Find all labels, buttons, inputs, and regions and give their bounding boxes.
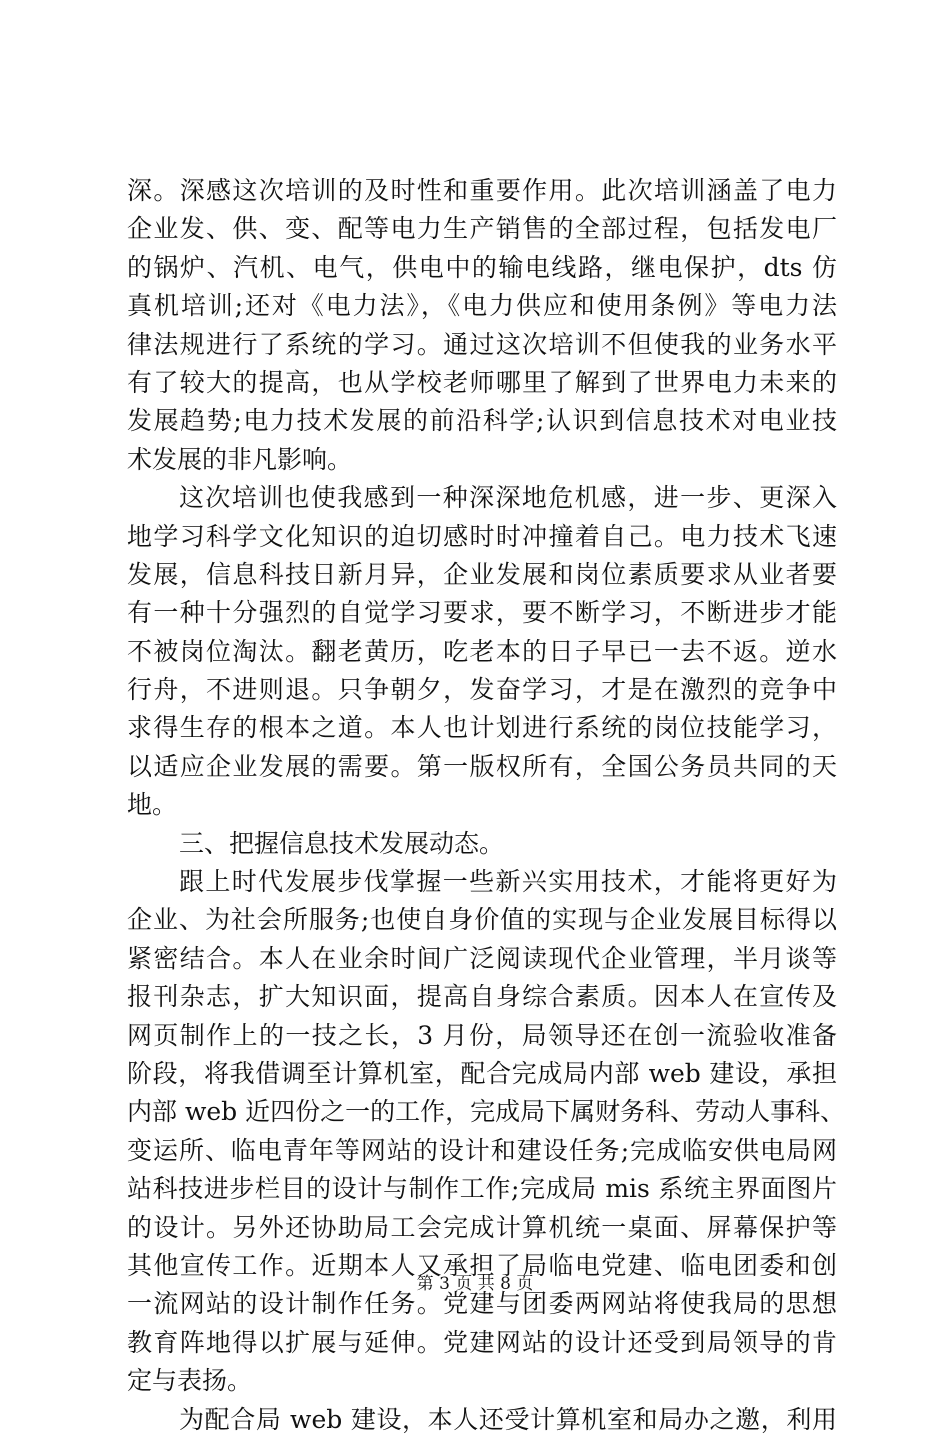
text-line: 以适应企业发展的需要。第一版权所有，全国公务员共同的天 — [127, 751, 837, 781]
body-text — [127, 172, 846, 1439]
paragraph-start-line: 为配合局 web 建设，本人还受计算机室和局办之邀，利用 — [179, 1404, 837, 1434]
text-line: 阶段，将我借调至计算机室，配合完成局内部 web 建设，承担 — [127, 1058, 837, 1088]
text-line: 报刊杂志，扩大知识面，提高自身综合素质。因本人在宣传及 — [127, 982, 837, 1012]
text-line: 变运所、临电青年等网站的设计和建设任务;完成临安供电局网 — [127, 1135, 837, 1165]
text-line: 站科技进步栏目的设计与制作工作;完成局 mis 系统主界面图片 — [127, 1174, 837, 1204]
text-line: 企业、为社会所服务;也使自身价值的实现与企业发展目标得以 — [127, 905, 837, 935]
text-line: 紧密结合。本人在业余时间广泛阅读现代企业管理，半月谈等 — [127, 943, 837, 973]
text-line: 行舟，不进则退。只争朝夕，发奋学习，才是在激烈的竞争中 — [127, 675, 837, 705]
page-number: 第 3 页 共 8 页 — [416, 1274, 534, 1294]
text-line: 发展趋势;电力技术发展的前沿科学;认识到信息技术对电业技 — [127, 406, 837, 436]
text-line: 真机培训;还对《电力法》，《电力供应和使用条例》等电力法 — [127, 291, 837, 321]
text-line: 其他宣传工作。近期本人又承担了局临电党建、临电团委和创 — [127, 1250, 837, 1280]
text-line: 的设计。另外还协助局工会完成计算机统一桌面、屏幕保护等 — [127, 1212, 837, 1242]
text-line: 定与表扬。 — [127, 1366, 253, 1396]
paragraph-start-line: 这次培训也使我感到一种深深地危机感，进一步、更深入 — [179, 483, 837, 513]
text-line: 网页制作上的一技之长，3 月份，局领导还在创一流验收准备 — [127, 1020, 837, 1050]
text-line: 有了较大的提高，也从学校老师哪里了解到了世界电力未来的 — [127, 367, 837, 397]
section-heading: 三、把握信息技术发展动态。 — [179, 828, 505, 858]
paragraph-start-line: 跟上时代发展步伐掌握一些新兴实用技术，才能将更好为 — [179, 867, 837, 897]
text-line: 地学习科学文化知识的迫切感时时冲撞着自己。电力技术飞速 — [127, 521, 837, 551]
text-line: 术发展的非凡影响。 — [127, 444, 353, 474]
text-line: 不被岗位淘汰。翻老黄历，吃老本的日子早已一去不返。逆水 — [127, 636, 837, 666]
text-line: 内部 web 近四份之一的工作，完成局下属财务科、劳动人事科、 — [127, 1097, 846, 1127]
text-line: 教育阵地得以扩展与延伸。党建网站的设计还受到局领导的肯 — [127, 1327, 837, 1357]
text-line: 企业发、供、变、配等电力生产销售的全部过程，包括发电厂 — [127, 214, 837, 244]
text-line: 律法规进行了系统的学习。通过这次培训不但使我的业务水平 — [127, 329, 837, 359]
page-footer — [0, 1272, 950, 1296]
text-line: 有一种十分强烈的自觉学习要求，要不断学习，不断进步才能 — [127, 598, 837, 628]
text-line: 求得生存的根本之道。本人也计划进行系统的岗位技能学习， — [127, 713, 837, 743]
text-line: 深。深感这次培训的及时性和重要作用。此次培训涵盖了电力 — [127, 176, 837, 205]
text-line: 的锅炉、汽机、电气，供电中的输电线路，继电保护，dts 仿 — [127, 252, 837, 282]
text-line: 发展，信息科技日新月异，企业发展和岗位素质要求从业者要 — [127, 559, 837, 589]
text-line: 地。 — [127, 790, 178, 820]
text-line: 一流网站的设计制作任务。党建与团委两网站将使我局的思想 — [127, 1289, 837, 1319]
